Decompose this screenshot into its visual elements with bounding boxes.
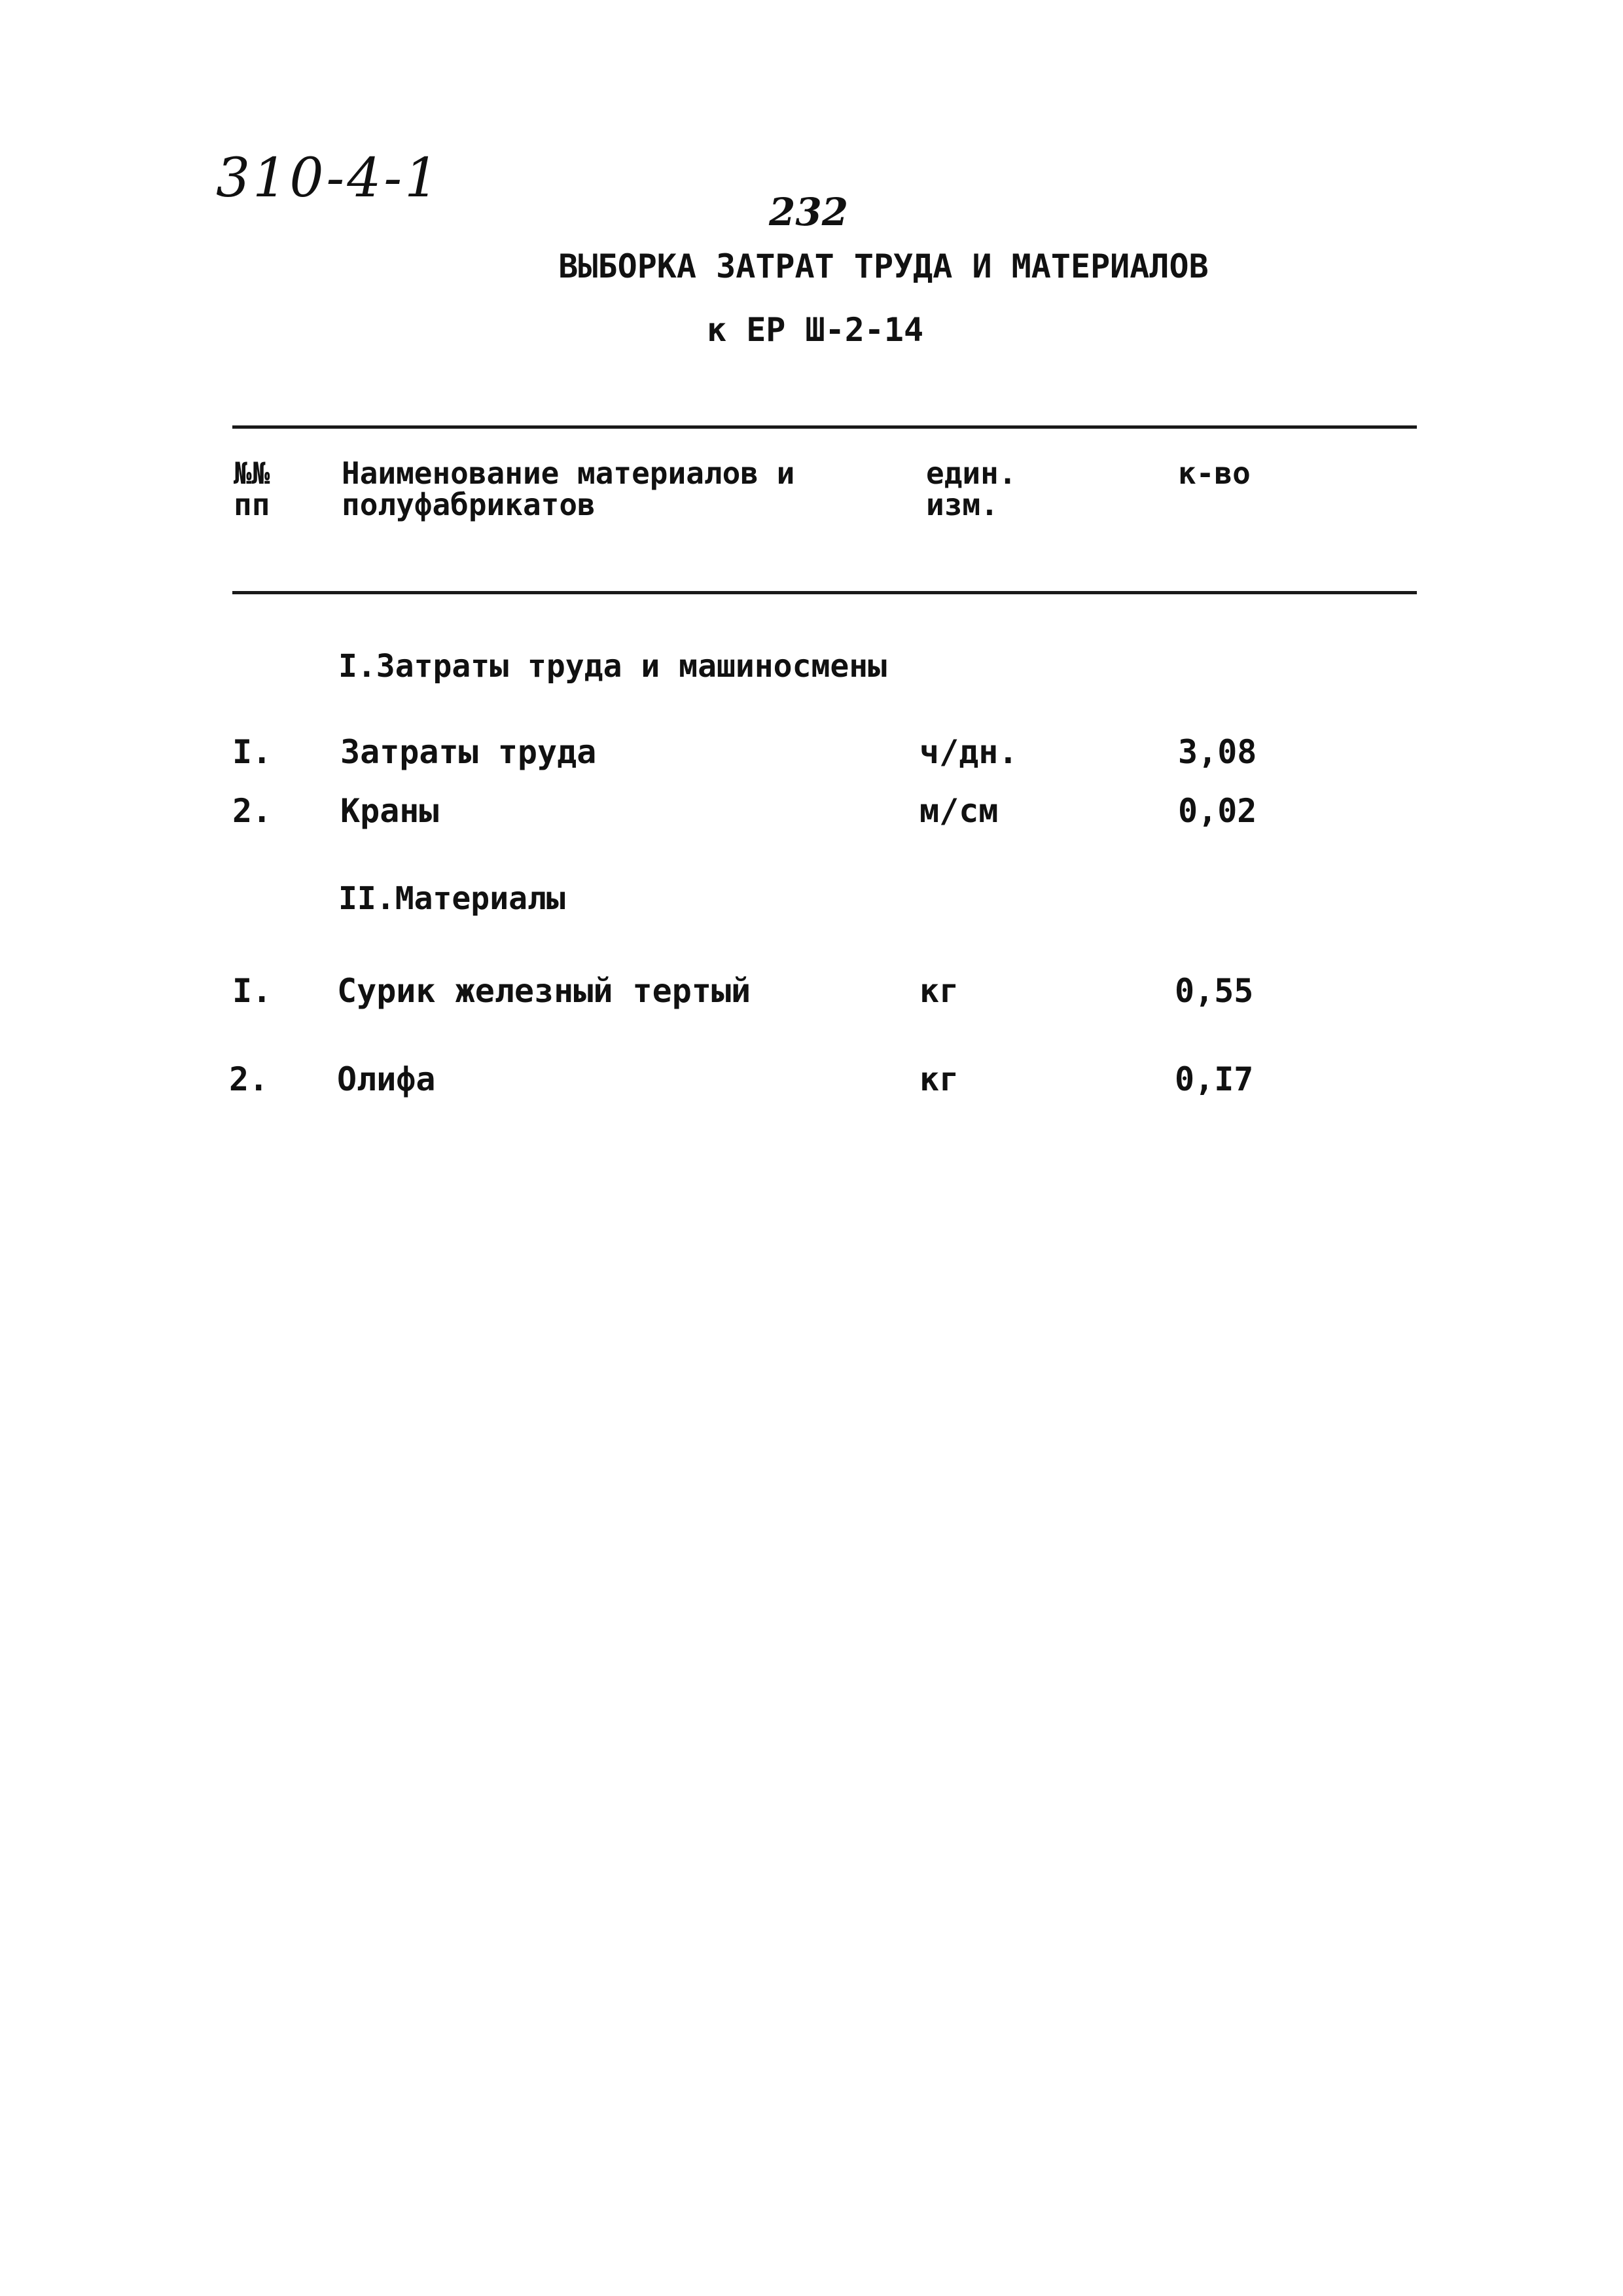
document-title: ВЫБОРКА ЗАТРАТ ТРУДА И МАТЕРИАЛОВ: [558, 247, 1209, 285]
section-title: II.Материалы: [338, 880, 565, 917]
header-name-line1: Наименование материалов и: [342, 456, 795, 491]
row-unit: ч/дн.: [919, 733, 1018, 771]
row-name: Затраты труда: [340, 733, 597, 771]
row-num: I.: [232, 972, 272, 1010]
row-unit: кг: [919, 1060, 959, 1098]
header-unit-line2: изм.: [926, 487, 999, 522]
row-name: Олифа: [337, 1060, 436, 1098]
header-num-line1: №№: [234, 456, 270, 491]
row-num: 2.: [229, 1060, 269, 1098]
row-qty: 0,I7: [1175, 1060, 1254, 1098]
row-qty: 0,55: [1175, 972, 1254, 1010]
row-unit: кг: [919, 972, 959, 1010]
header-qty: к-во: [1178, 456, 1251, 491]
header-unit-line1: един.: [926, 456, 1017, 491]
row-name: Краны: [340, 792, 439, 830]
row-num: I.: [232, 733, 272, 771]
page-number: 232: [769, 190, 849, 234]
header-name-line2: полуфабрикатов: [342, 487, 596, 522]
document-subtitle: к ЕР Ш-2-14: [707, 311, 924, 349]
table-header-rule: [232, 591, 1417, 594]
document-code: 310-4-1: [216, 147, 442, 209]
header-num-line2: пп: [234, 487, 270, 522]
table-top-rule: [232, 425, 1417, 429]
section-title: I.Затраты труда и машиносмены: [338, 648, 887, 685]
row-num: 2.: [232, 792, 272, 830]
row-name: Сурик железный тертый: [337, 972, 751, 1010]
row-qty: 0,02: [1178, 792, 1257, 830]
row-unit: м/см: [919, 792, 999, 830]
row-qty: 3,08: [1178, 733, 1257, 771]
